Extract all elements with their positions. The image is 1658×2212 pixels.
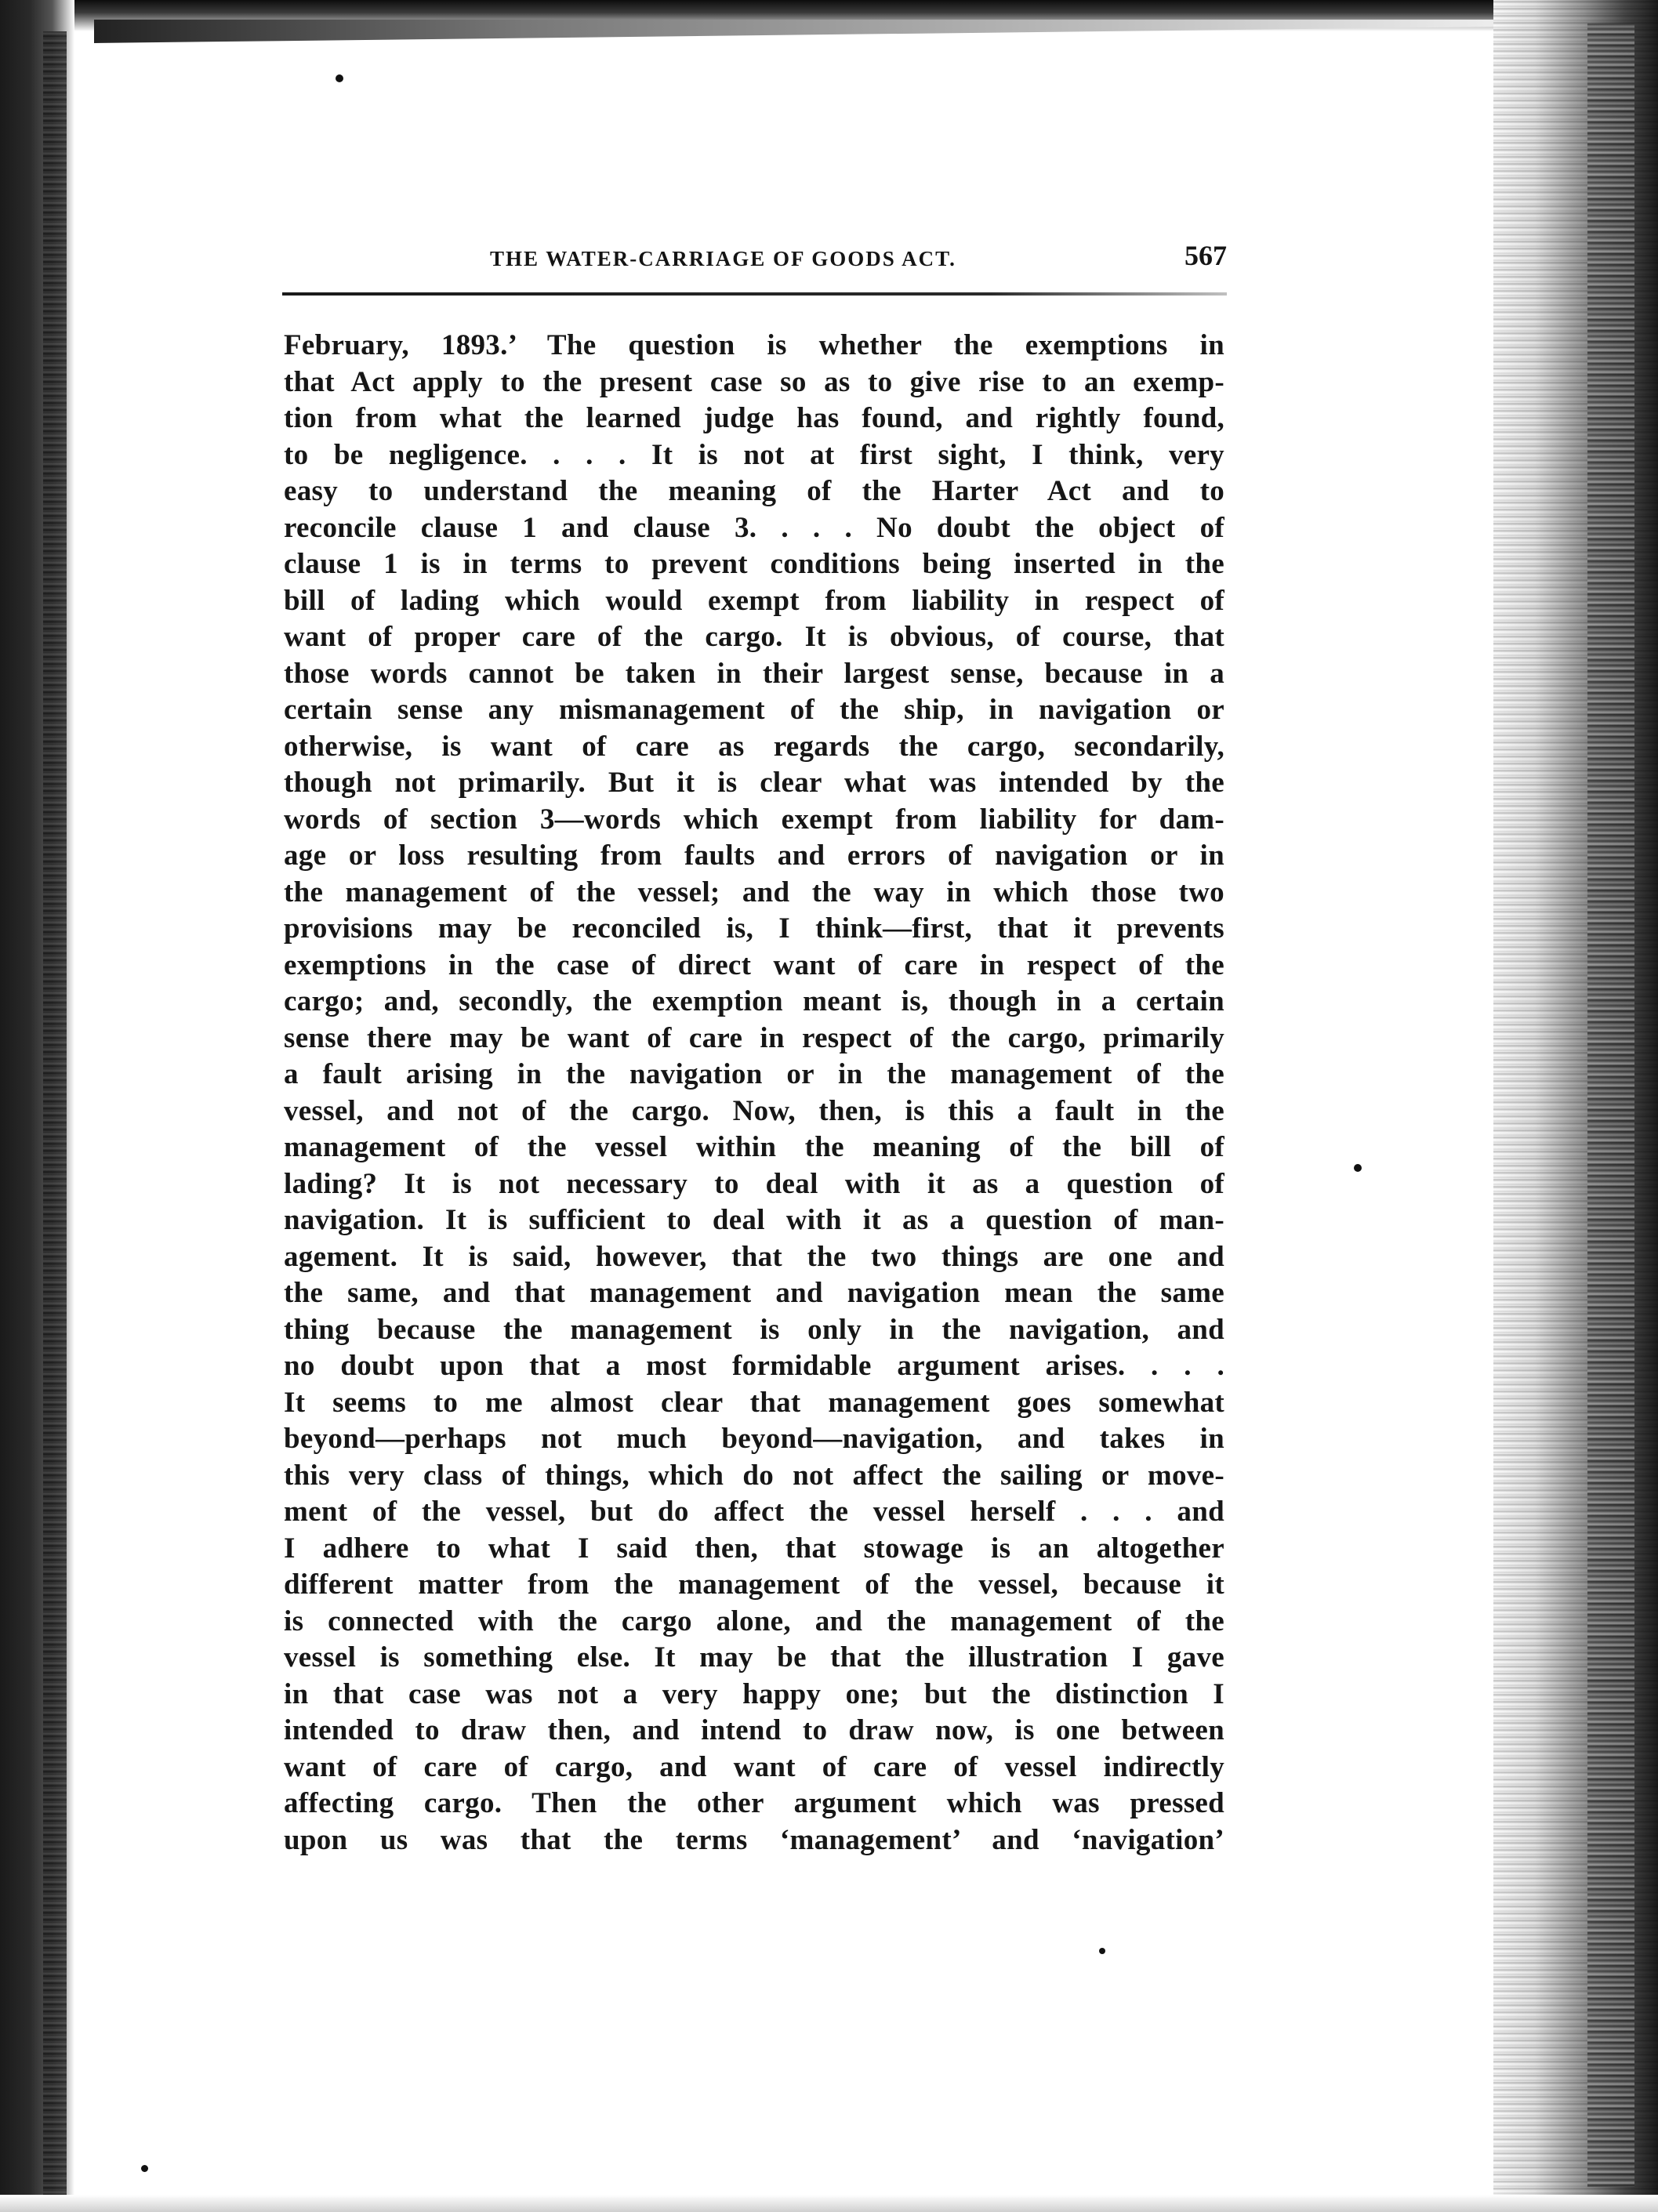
text-line: sense there may be want of care in respect of the cargo, primarily [284,1021,1224,1054]
text-line: I adhere to what I said then, that stowage is an altogether [284,1532,1224,1565]
text-line: though not primarily. But it is clear what was intended by the [284,767,1224,799]
text-line: bill of lading which would exempt from liability in respect of [284,584,1224,617]
text-line: is connected with the cargo alone, and the management of the [284,1605,1224,1637]
text-line: in that case was not a very happy one; but the distinction I [284,1677,1224,1710]
scan-binding-texture [43,31,67,2203]
text-line: a fault arising in the navigation or in the management of the [284,1058,1224,1090]
text-line: provisions may be reconciled is, I think—first, that it prevents [284,912,1224,945]
text-line: tion from what the learned judge has found, and rightly found, [284,402,1224,434]
running-head [282,239,1227,278]
text-line: no doubt upon that a most formidable argument arises. . . . [284,1350,1224,1382]
text-line: want of care of cargo, and want of care of vessel indirectly [284,1750,1224,1783]
text-line: different matter from the management of the vessel, because it [284,1568,1224,1601]
text-line: It seems to me almost clear that management goes somewhat [284,1386,1224,1419]
text-line: navigation. It is sufficient to deal with it as a question of man- [284,1204,1224,1236]
scan-shadow-top-fade [94,20,1505,43]
scan-speck [1099,1948,1105,1954]
text-line: want of proper care of the cargo. It is obvious, of course, that [284,621,1224,653]
text-line: vessel is something else. It may be that the illustration I gave [284,1641,1224,1674]
text-line: agement. It is said, however, that the two things are one and [284,1240,1224,1273]
scan-speck [141,2165,148,2172]
text-line: age or loss resulting from faults and errors of navigation or in [284,839,1224,872]
text-line: February, 1893.’ The question is whether the exemptions in [284,329,1224,361]
text-line: that Act apply to the present case so as to give rise to an exemp- [284,365,1224,398]
scan-edge-right [1493,0,1658,2212]
text-line: ment of the vessel, but do affect the vessel herself . . . and [284,1496,1224,1528]
text-line: beyond—perhaps not much beyond—navigation, and takes in [284,1423,1224,1455]
scan-edge-texture [1587,24,1634,2187]
text-line: lading? It is not necessary to deal with it as a question of [284,1167,1224,1200]
page-number: 567 [1185,240,1227,271]
text-line: vessel, and not of the cargo. Now, then, is this a fault in the [284,1094,1224,1127]
text-line: thing because the management is only in the navigation, and [284,1313,1224,1346]
text-line: cargo; and, secondly, the exemption meant is, though in a certain [284,985,1224,1017]
text-line: affecting cargo. Then the other argument which was pressed [284,1787,1224,1819]
scan-speck [1354,1164,1362,1172]
text-line: to be negligence. . . . It is not at first sight, I think, very [284,438,1224,471]
body-text [284,328,1224,1858]
text-line: exemptions in the case of direct want of care in respect of the [284,948,1224,981]
scan-binding-left [0,0,74,2212]
text-line: words of section 3—words which exempt from liability for dam- [284,803,1224,836]
text-line: intended to draw then, and intend to draw now, is one between [284,1714,1224,1746]
text-line: the management of the vessel; and the way in which those two [284,876,1224,908]
header-rule [282,292,1227,296]
text-line: clause 1 is in terms to prevent conditions being inserted in the [284,548,1224,580]
text-line: otherwise, is want of care as regards the cargo, secondarily, [284,730,1224,763]
text-line: certain sense any mismanagement of the ship, in navigation or [284,694,1224,726]
text-line: this very class of things, which do not affect the sailing or move- [284,1459,1224,1492]
text-line: easy to understand the meaning of the Harter Act and to [284,475,1224,507]
text-line: those words cannot be taken in their largest sense, because in a [284,657,1224,690]
scan-edge-bottom [0,2195,1658,2212]
scan-speck [336,74,343,82]
text-line: the same, and that management and navigation mean the same [284,1277,1224,1309]
running-title: THE WATER-CARRIAGE OF GOODS ACT. [490,247,956,270]
text-line: reconcile clause 1 and clause 3. . . . No doubt the object of [284,511,1224,544]
text-line: upon us was that the terms ‘management’ and ‘navigation’ [284,1823,1224,1856]
text-line: management of the vessel within the meaning of the bill of [284,1131,1224,1163]
